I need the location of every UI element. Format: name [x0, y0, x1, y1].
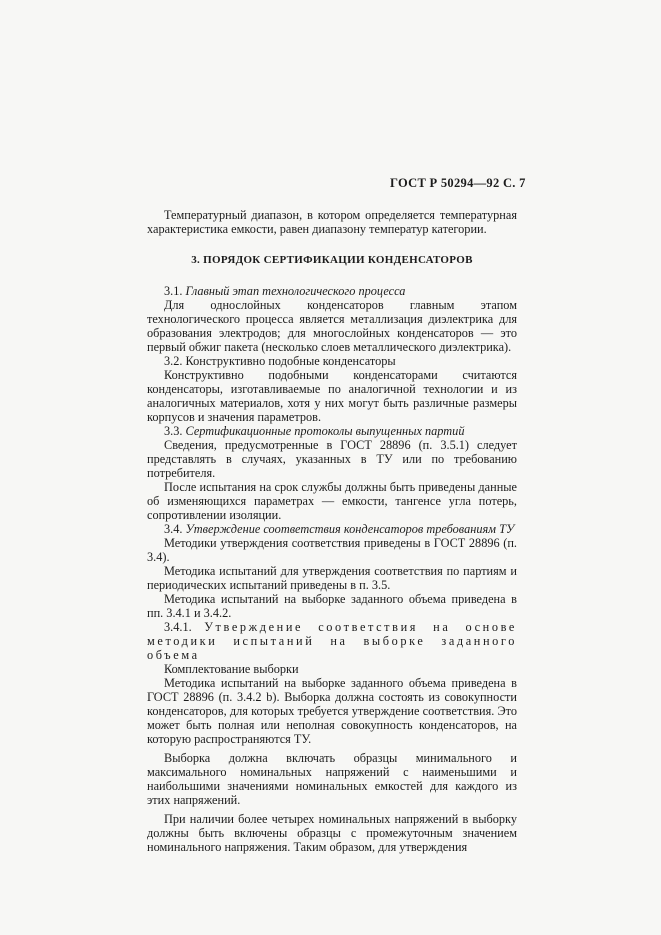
- subsection-3-4-1-number: 3.4.1.: [164, 620, 192, 634]
- subsection-3-1-text: Для однослойных конденсаторов главным этапом технологического процесса является металлизация диэлектрика для образования электродов; для многослойных конденсаторов — это первый обжиг пакета (несколько слоев металлического диэлектрика).: [147, 298, 517, 354]
- subsection-3-4-1-title: Утверждение соответствия на основе методики испытаний на выборке заданного объема: [147, 620, 517, 662]
- intro-paragraph: Температурный диапазон, в котором определяется температурная характеристика емкости, равен диапазону температур категории.: [147, 208, 517, 236]
- subsection-3-3-number: 3.3.: [164, 424, 183, 438]
- subsection-3-3-text-2: После испытания на срок службы должны быть приведены данные об изменяющихся параметрах — емкости, тангенсе угла потерь, сопротивлении изоляции.: [147, 480, 517, 522]
- subsection-3-1-title: Главный этап технологического процесса: [185, 284, 406, 298]
- subsection-3-4-1-text-3: При наличии более четырех номинальных напряжений в выборку должны быть включены образцы с промежуточным значением номинального напряжения. Таким образом, для утверждения: [147, 812, 517, 854]
- subsection-3-4-text-1: Методики утверждения соответствия приведены в ГОСТ 28896 (п. 3.4).: [147, 536, 517, 564]
- subsection-3-4-1-subheading: Комплектование выборки: [164, 662, 299, 676]
- subsection-3-4-1-text-2: Выборка должна включать образцы минимального и максимального номинальных напряжений с наименьшими и наибольшими значениями номинальных емкостей для каждого из этих напряжений.: [147, 751, 517, 807]
- document-body: [147, 208, 517, 854]
- subsection-3-1-number: 3.1.: [164, 284, 183, 298]
- subsection-3-4-text-3: Методика испытаний на выборке заданного объема приведена в пп. 3.4.1 и 3.4.2.: [147, 592, 517, 620]
- subsection-3-4-title: Утверждение соответствия конденсаторов требованиям ТУ: [185, 522, 515, 536]
- subsection-3-4-heading: [147, 522, 517, 536]
- subsection-3-3-title: Сертификационные протоколы выпущенных партий: [185, 424, 465, 438]
- subsection-3-4-number: 3.4.: [164, 522, 183, 536]
- subsection-3-4-1-text-1: Методика испытаний на выборке заданного объема приведена в ГОСТ 28896 (п. 3.4.2 b). Выборка должна состоять из совокупности конденсаторов, для которых требуется утверждение соответствия. Это может быть полная или неполная совокупность конденсаторов, на которую распространяются ТУ.: [147, 676, 517, 746]
- page-header: ГОСТ Р 50294—92 С. 7: [390, 176, 526, 190]
- subsection-3-1-heading: [147, 284, 517, 298]
- section-title: 3. ПОРЯДОК СЕРТИФИКАЦИИ КОНДЕНСАТОРОВ: [191, 254, 473, 266]
- subsection-3-3-text-1: Сведения, предусмотренные в ГОСТ 28896 (п. 3.5.1) следует представлять в случаях, указанных в ТУ или по требованию потребителя.: [147, 438, 517, 480]
- subsection-3-4-1-heading: [147, 620, 517, 662]
- subsection-3-2-text: Конструктивно подобными конденсаторами считаются конденсаторы, изготавливаемые по аналогичной технологии и из аналогичных материалов, хотя у них могут быть различные размеры корпусов и значения параметров.: [147, 368, 517, 424]
- subsection-3-2-heading: 3.2. Конструктивно подобные конденсаторы: [164, 354, 396, 368]
- subsection-3-3-heading: [147, 424, 517, 438]
- subsection-3-4-text-2: Методика испытаний для утверждения соответствия по партиям и периодических испытаний приведены в п. 3.5.: [147, 564, 517, 592]
